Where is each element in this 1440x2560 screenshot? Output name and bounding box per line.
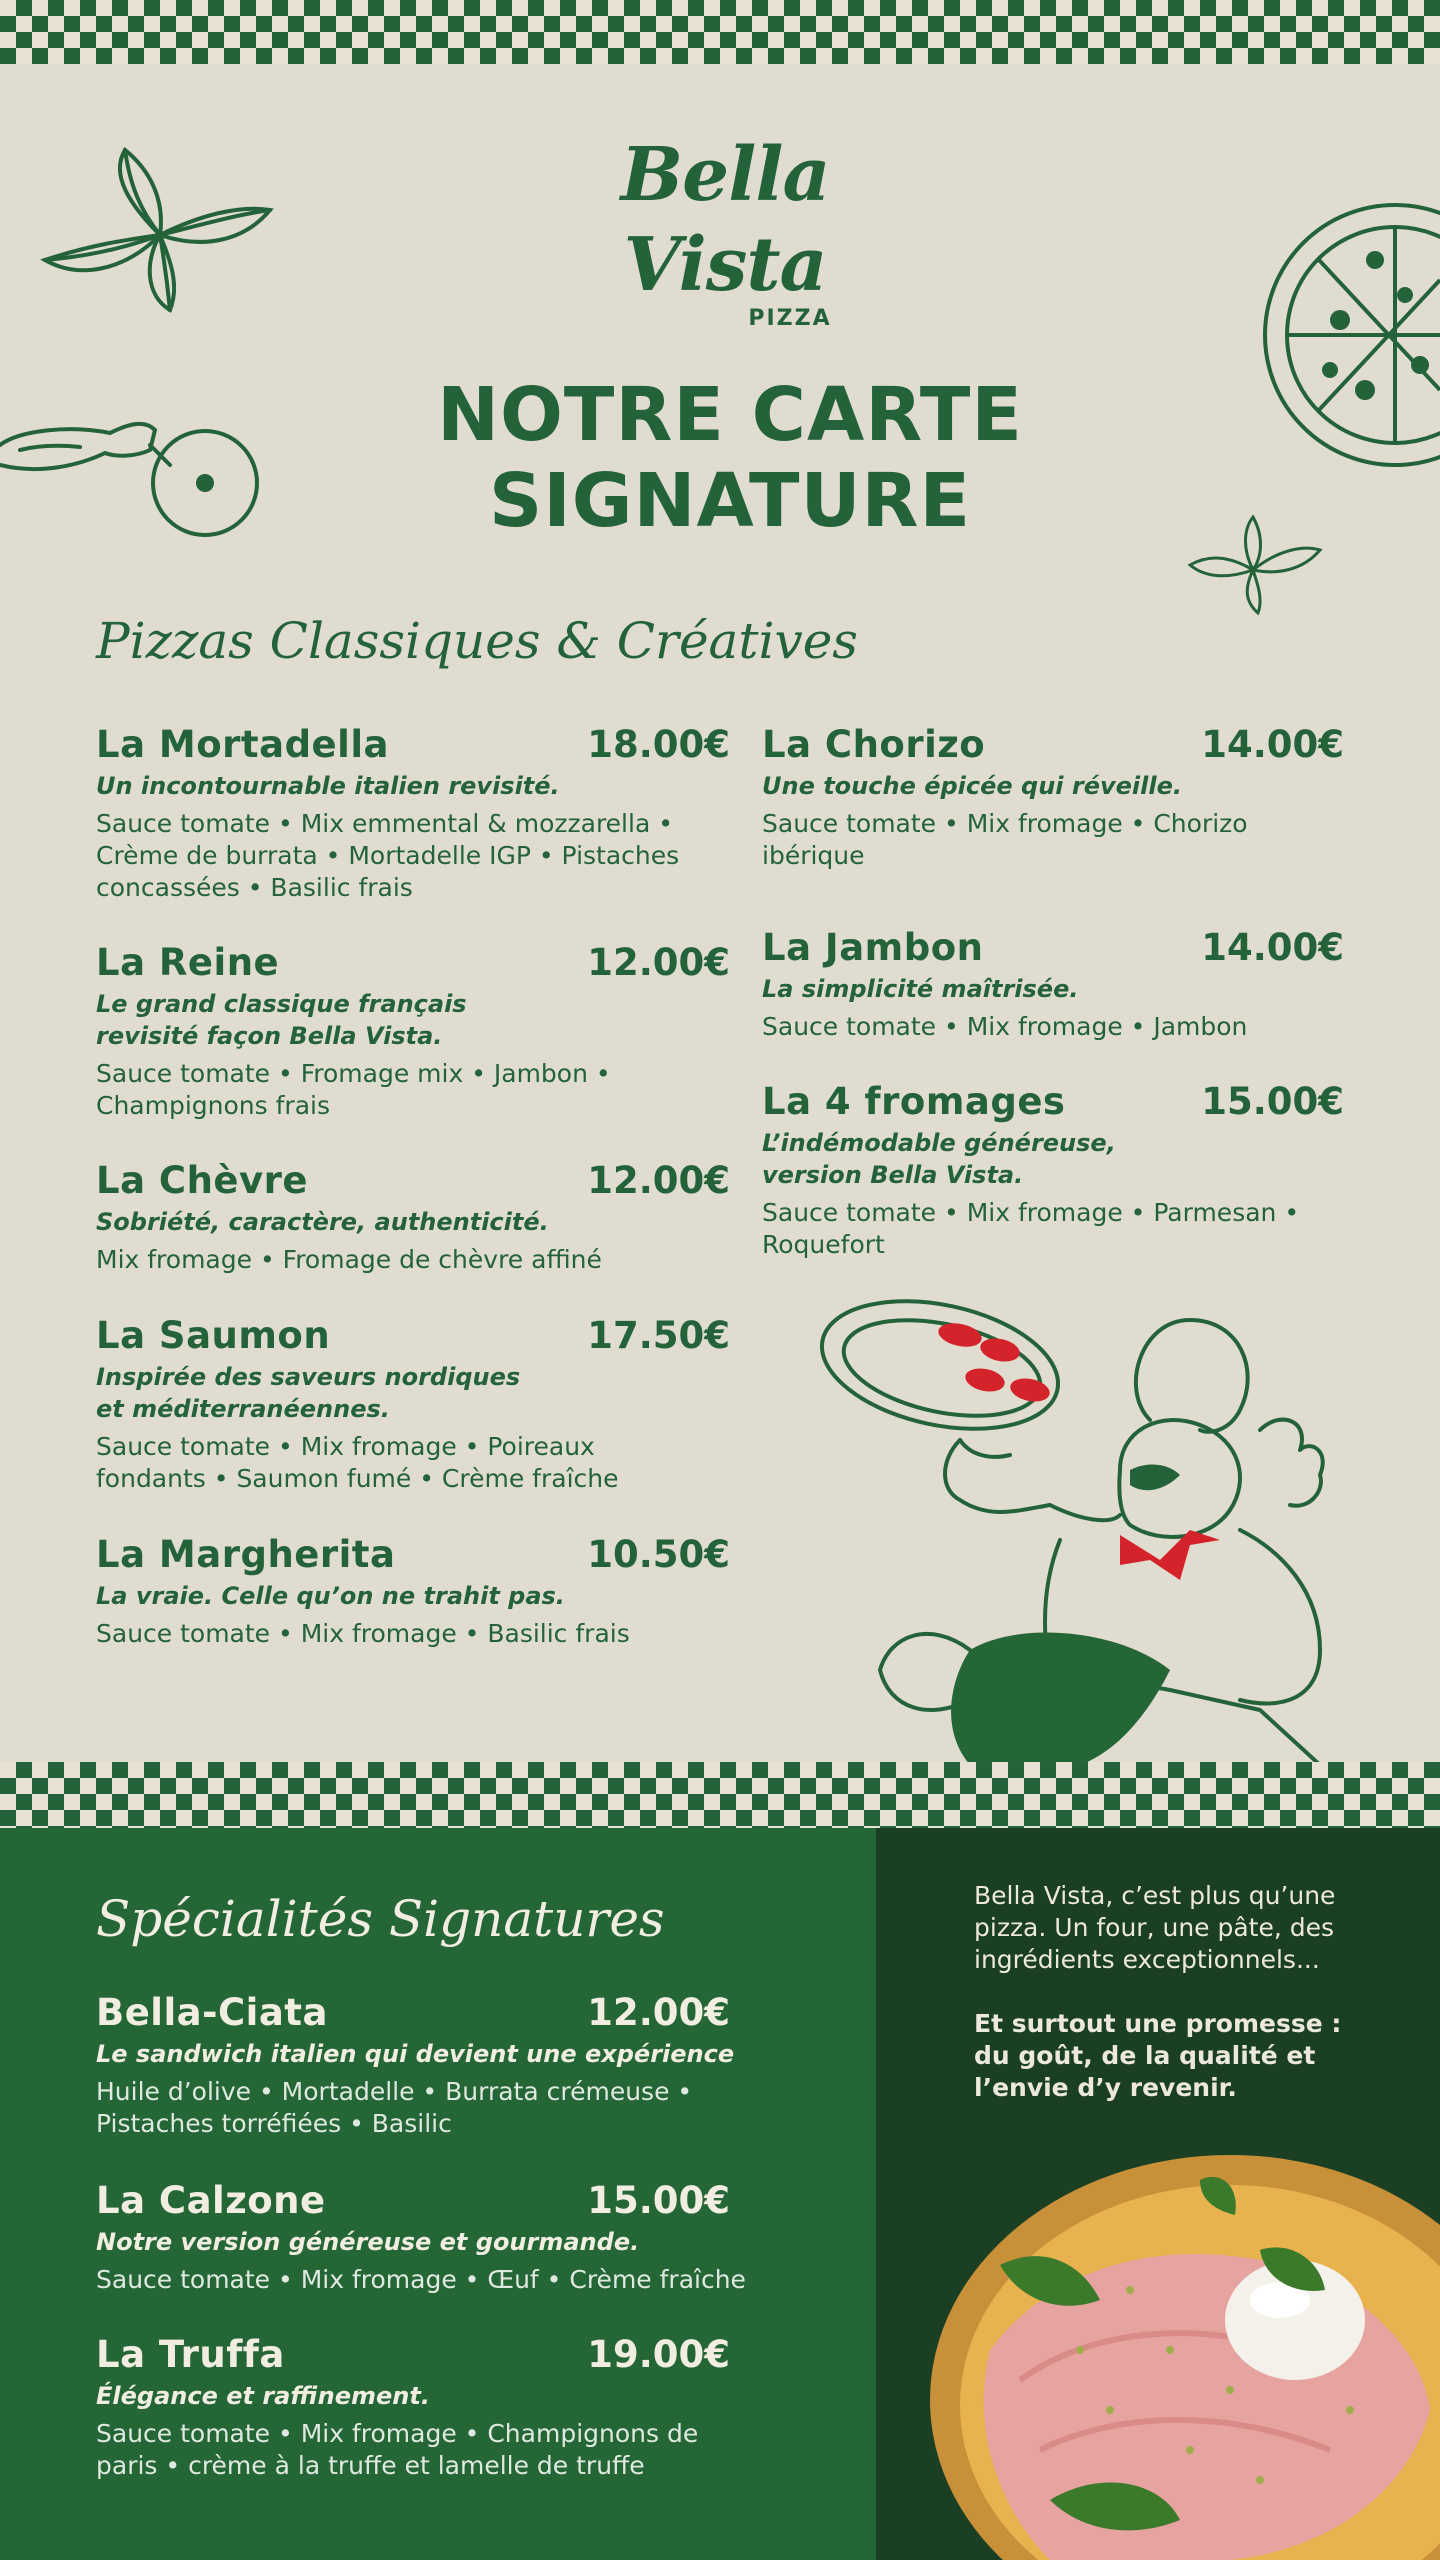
item-price: 10.50€ bbox=[587, 1533, 730, 1576]
blurb-text: Bella Vista, c’est plus qu’une pizza. Un four, une pâte, des ingrédients exceptionnels... bbox=[974, 1881, 1336, 1974]
brand-name: Bella Vista bbox=[620, 132, 830, 308]
item-price: 18.00€ bbox=[587, 723, 730, 766]
item-price: 15.00€ bbox=[587, 2179, 730, 2222]
item-ingredients: Sauce tomate • Mix emmental & mozzarella • Crème de burrata • Mortadelle IGP • Pistaches concassées • Basilic frais bbox=[96, 809, 680, 902]
item-name: La Saumon bbox=[96, 1314, 331, 1357]
item-name: La Truffa bbox=[96, 2333, 285, 2376]
item-ingredients: Sauce tomate • Mix fromage • Jambon bbox=[762, 1012, 1248, 1041]
item-tagline: Inspirée des saveurs nordiques et méditerranéennes. bbox=[96, 1363, 521, 1423]
item-price: 14.00€ bbox=[1201, 723, 1344, 766]
item-ingredients: Sauce tomate • Fromage mix • Jambon • Champignons frais bbox=[96, 1059, 611, 1120]
item-ingredients: Sauce tomate • Mix fromage • Basilic frais bbox=[96, 1619, 630, 1648]
item-name: La Jambon bbox=[762, 926, 984, 969]
brand-logo bbox=[560, 130, 890, 331]
menu-item bbox=[96, 1990, 735, 2140]
page-title bbox=[300, 372, 1160, 544]
title-line-1: NOTRE CARTE bbox=[437, 372, 1023, 458]
item-name: La Chorizo bbox=[762, 723, 986, 766]
menu-item bbox=[762, 722, 1344, 872]
checker-border-middle bbox=[0, 1762, 1440, 1828]
menu-item bbox=[96, 1158, 730, 1276]
section-title-classic: Pizzas Classiques & Créatives bbox=[96, 612, 858, 670]
item-price: 17.50€ bbox=[587, 1314, 730, 1357]
chef-illustration bbox=[820, 1290, 1420, 1765]
menu-item bbox=[96, 940, 730, 1122]
item-name: La Reine bbox=[96, 941, 280, 984]
item-name: Bella-Ciata bbox=[96, 1991, 328, 2034]
item-ingredients: Sauce tomate • Mix fromage • Parmesan • Roquefort bbox=[762, 1198, 1300, 1259]
item-name: La Mortadella bbox=[96, 723, 389, 766]
section-title-specials: Spécialités Signatures bbox=[96, 1890, 665, 1948]
blurb-promise: Et surtout une promesse : du goût, de la qualité et l’envie d’y revenir. bbox=[974, 2009, 1342, 2102]
item-tagline: La vraie. Celle qu’on ne trahit pas. bbox=[96, 1582, 565, 1610]
item-price: 12.00€ bbox=[587, 941, 730, 984]
item-name: La Margherita bbox=[96, 1533, 396, 1576]
item-ingredients: Huile d’olive • Mortadelle • Burrata crémeuse • Pistaches torréfiées • Basilic bbox=[96, 2077, 693, 2138]
item-tagline: Une touche épicée qui réveille. bbox=[762, 772, 1182, 800]
item-name: La Calzone bbox=[96, 2179, 326, 2222]
item-price: 15.00€ bbox=[1201, 1080, 1344, 1123]
checker-border-top bbox=[0, 0, 1440, 64]
pizza-photo bbox=[930, 2150, 1440, 2560]
item-name: La Chèvre bbox=[96, 1159, 308, 1202]
item-tagline: Le sandwich italien qui devient une expérience bbox=[96, 2040, 735, 2068]
menu-item bbox=[96, 1532, 730, 1650]
pizza-icon bbox=[1255, 200, 1440, 470]
menu-item bbox=[96, 2178, 746, 2296]
item-tagline: Sobriété, caractère, authenticité. bbox=[96, 1208, 549, 1236]
title-line-2: SIGNATURE bbox=[488, 458, 972, 544]
brand-blurb bbox=[974, 1880, 1344, 2104]
item-name: La 4 fromages bbox=[762, 1080, 1066, 1123]
menu-item bbox=[96, 2332, 730, 2482]
item-price: 12.00€ bbox=[587, 1159, 730, 1202]
basil-sprig-icon bbox=[1188, 515, 1323, 615]
menu-item bbox=[762, 925, 1344, 1043]
basil-leaf-icon bbox=[40, 145, 280, 315]
item-tagline: La simplicité maîtrisée. bbox=[762, 975, 1079, 1003]
pizza-cutter-icon bbox=[0, 405, 265, 540]
item-ingredients: Sauce tomate • Mix fromage • Champignons de paris • crème à la truffe et lamelle de truffe bbox=[96, 2419, 699, 2480]
item-ingredients: Sauce tomate • Mix fromage • Œuf • Crème fraîche bbox=[96, 2265, 746, 2294]
menu-item bbox=[762, 1079, 1344, 1261]
brand-sub: PIZZA bbox=[748, 306, 832, 331]
item-tagline: Le grand classique français revisité façon Bella Vista. bbox=[96, 990, 467, 1050]
menu-item bbox=[96, 722, 730, 904]
item-tagline: Notre version généreuse et gourmande. bbox=[96, 2228, 640, 2256]
item-tagline: L’indémodable généreuse, version Bella Vista. bbox=[762, 1129, 1116, 1189]
item-ingredients: Mix fromage • Fromage de chèvre affiné bbox=[96, 1245, 602, 1274]
item-price: 12.00€ bbox=[587, 1991, 730, 2034]
item-tagline: Élégance et raffinement. bbox=[96, 2382, 430, 2410]
item-price: 19.00€ bbox=[587, 2333, 730, 2376]
menu-item bbox=[96, 1313, 730, 1495]
item-ingredients: Sauce tomate • Mix fromage • Chorizo ibérique bbox=[762, 809, 1248, 870]
item-tagline: Un incontournable italien revisité. bbox=[96, 772, 560, 800]
item-ingredients: Sauce tomate • Mix fromage • Poireaux fondants • Saumon fumé • Crème fraîche bbox=[96, 1432, 619, 1493]
item-price: 14.00€ bbox=[1201, 926, 1344, 969]
